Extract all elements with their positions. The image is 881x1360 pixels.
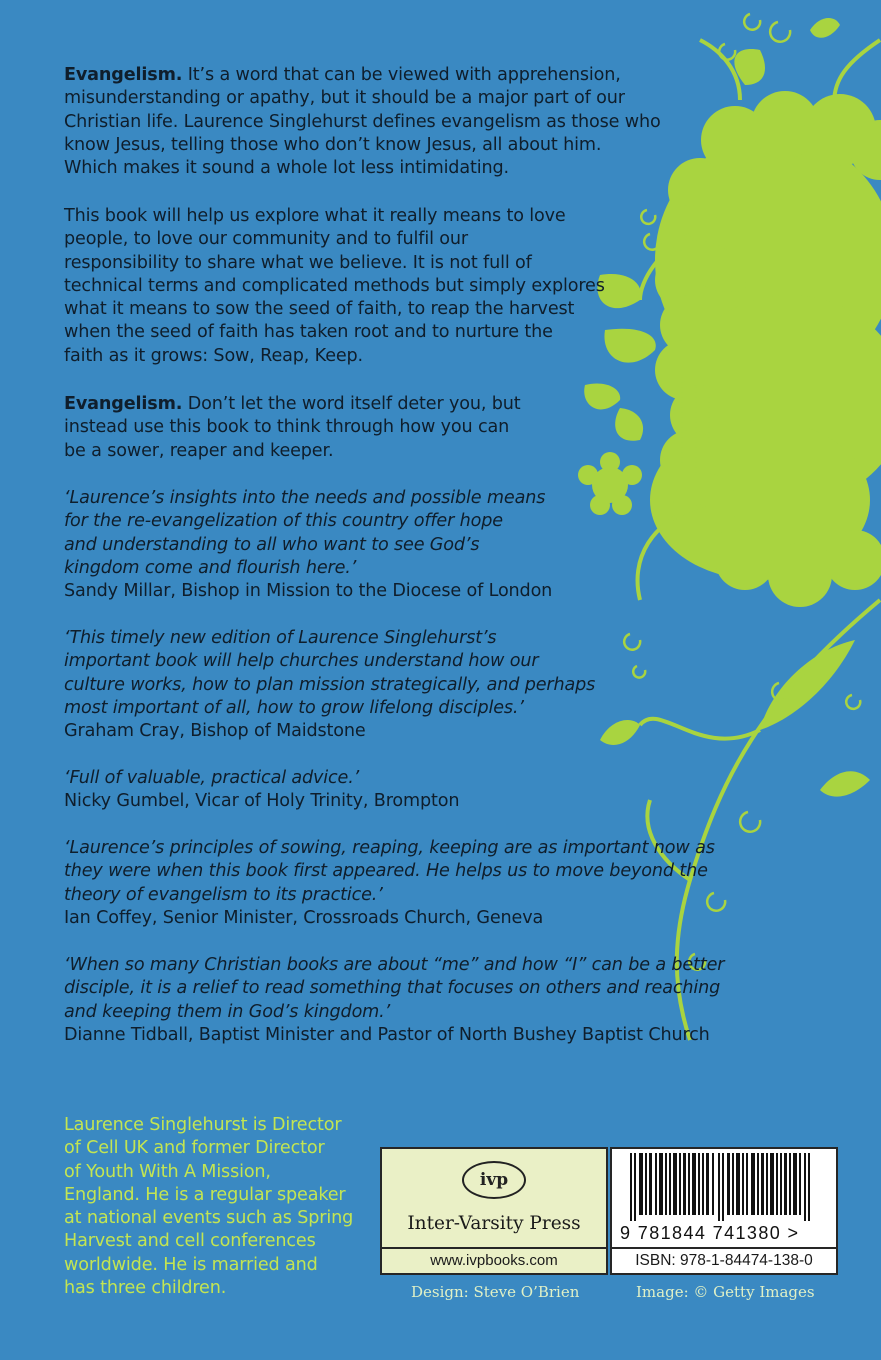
image-credit: Image: © Getty Images <box>636 1283 815 1301</box>
endorsement-quote: ‘Full of valuable, practical advice.’ <box>64 768 360 788</box>
intro-lead-word: Evangelism. <box>64 65 183 85</box>
endorsement-author: Dianne Tidball, Baptist Minister and Pastor of North Bushey Baptist Church <box>64 1024 710 1045</box>
endorsement-quote: ‘This timely new edition of Laurence Singlehurst’s important book will help churches understand how our culture works, how to plan mission strategically, and perhaps most important of all, how to grow lifelong disciples.’ <box>64 628 596 718</box>
endorsement-1 <box>64 487 764 603</box>
endorsement-author: Ian Coffey, Senior Minister, Crossroads Church, Geneva <box>64 907 544 928</box>
publisher-box <box>380 1147 608 1275</box>
closing-lead-word: Evangelism. <box>64 394 183 414</box>
endorsement-quote: ‘Laurence’s principles of sowing, reaping, keeping are as important now as they were when this book first appeared. He helps us to move beyond the theory of evangelism to its practice.’ <box>64 838 715 905</box>
design-credit: Design: Steve O’Brien <box>411 1283 580 1301</box>
body-paragraph <box>64 205 764 368</box>
endorsement-4 <box>64 837 764 930</box>
author-bio: Laurence Singlehurst is Director of Cell UK and former Director of Youth With A Mission, England. He is a regular speaker at national events such as Spring Harvest and cell conferences worldwide. He is married and has three children. <box>64 1115 354 1299</box>
closing-paragraph <box>64 393 764 463</box>
barcode-box <box>610 1147 838 1275</box>
endorsement-author: Graham Cray, Bishop of Maidstone <box>64 721 366 742</box>
isbn: ISBN: 978-1-84474-138-0 <box>612 1247 836 1273</box>
barcode-digits: 9 781844 741380 > <box>620 1223 800 1243</box>
publisher-name: Inter-Varsity Press <box>407 1213 581 1234</box>
intro-text: It’s a word that can be viewed with apprehension, misunderstanding or apathy, but it should be a major part of our Christian life. Laurence Singlehurst defines evangelism as those who know Jesus, telling those who don’t know Jesus, all about him. Which makes it sound a whole lot less intimidating. <box>64 65 661 179</box>
ivp-logo: ivp <box>462 1161 526 1199</box>
closing-text: Don’t let the word itself deter you, but instead use this book to think through how you can be a sower, reaper and keeper. <box>64 394 521 461</box>
endorsement-author: Sandy Millar, Bishop in Mission to the Diocese of London <box>64 581 553 602</box>
endorsement-author: Nicky Gumbel, Vicar of Holy Trinity, Brompton <box>64 791 460 812</box>
publisher-url: www.ivpbooks.com <box>382 1247 606 1273</box>
endorsement-3 <box>64 767 764 814</box>
intro-paragraph <box>64 64 764 180</box>
endorsement-quote: ‘Laurence’s insights into the needs and possible means for the re-evangelization of this country offer hope and understanding to all who want to see God’s kingdom come and flourish here.’ <box>64 488 546 578</box>
barcode <box>622 1153 824 1221</box>
endorsement-5 <box>64 954 764 1047</box>
body-text: This book will help us explore what it really means to love people, to love our community and to fulfil our responsibility to share what we believe. It is not full of technical terms and complicated methods but simply explores what it means to sow the seed of faith, to reap the harvest when the seed of faith has taken root and to nurture the faith as it grows: Sow, Reap, Keep. <box>64 206 605 366</box>
endorsement-2 <box>64 627 764 743</box>
endorsement-quote: ‘When so many Christian books are about “me” and how “I” can be a better disciple, it is a relief to read something that focuses on others and reaching and keeping them in God’s kingdom.’ <box>64 955 725 1022</box>
